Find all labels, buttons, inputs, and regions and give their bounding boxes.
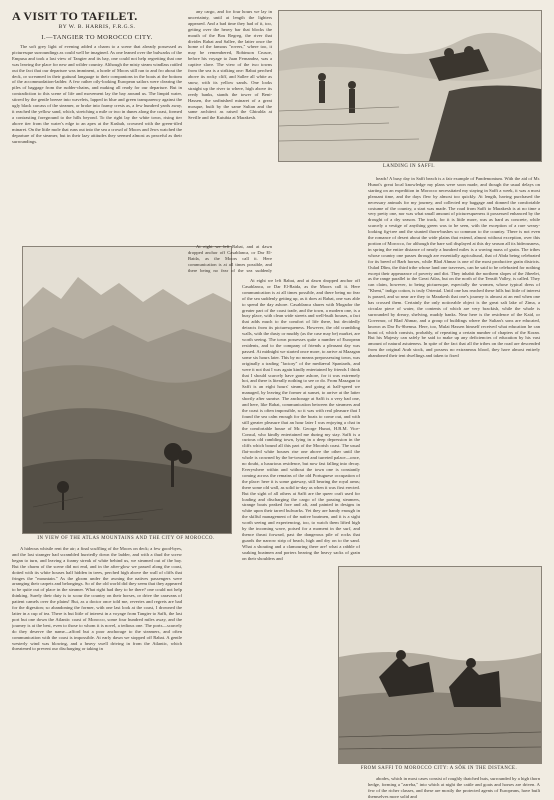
paragraph: At eight we left Rabat, and at dawn dropped anchor off Casablanca, or Dar El-Baida, as the Moors call it. Here communication is at all times possible, and there being no fear of the sea suddenly getting up, as it does at Rabat, one was able to spend the day ashore. Casablanca shares with Mogador the greater part of the coast trade, and the town, a modern one, is a busy place, with clean wide streets and well-built houses, a fact that adds much to the comfort of life there, but decidedly detracts from its picturesqueness. However, the old crumbling walls, with the dusty or muddy (as the case may be) market, are worth seeing. The town possesses quite a number of European residents, and to the company of friends a pleasant day was passed. At midnight we started once more, to arrive at Mazagan some six hours later. This by no means prepossessing town, was originally a trading "factory" of the mediæval Spaniards, and were it not that I was again kindly entertained by friends I think that I should scarcely have gone ashore, for it was extremely hot, and there is literally nothing to see or do. From Mazagan to Saffi is an eight hours' steam, and going at half-speed we managed, by leaving the former at sunset, to arrive at the latter shortly after sunrise. The anchorage at Saffi is a very bad one, and here, like Rabat, communication between the steamers and the coast is often impossible, so it was with real pleasure that I found the sea calm enough for the boats to come out, and with still greater pleasure that an hour later I was enjoying a chat in the comfortable house of Mr. George Hunot, H.B.M. Vice-Consul, who kindly entertained me during my stay. Saffi is a curious old rambling town, lying in a deep depression in the cliffs which bound all this part of the Moorish coast. The usual flat-roofed white houses rise one above the other until the whole is crowned by the be-towered and turreted palace—once, no doubt, a luxurious residence, but now fast falling into decay. Everywhere within and without the town one is constantly coming across the remains of the old Portuguese occupation of the place: here it is some gateway, still bearing the royal arms; there some old wall, as solid to-day as when it was first erected. But the sight of all others at Saffi are the queer craft used for loading and discharging the cargo of the passing steamers, strange boats peaked fore and aft, and painted in designs in white upon their tarred bulwarks. Yet they are handy enough in the skilful management of the native boatmen, and it is a sight worth seeing and experiencing, too, to watch them lifted high by the incoming wave, poised for a moment in the surf, and thence thrust forward, past the dangerous pile of rocks that guards the narrow strip of beach, high and dry on to the sand. What a shouting and a clamouring there are! what a rabble of soaking boatmen and porters bearing the heavy sacks of grain on their shoulders and — [242, 278, 360, 561]
atlas-caption: IN VIEW OF THE ATLAS MOUNTAINS AND THE CITY OF MOROCCO. — [37, 536, 215, 541]
landing-in-saffi-illustration — [278, 10, 542, 162]
chapter-heading: I.—TANGIER TO MOROCCO CITY. — [41, 34, 153, 41]
column-1-bottom-text — [12, 546, 182, 796]
article-title: A VISIT TO TAFILET. — [12, 9, 138, 23]
paragraph: any cargo, and for four hours we lay in uncertainty, until at length the lighters appeared. And a bad time they had of it, too, getting over the heavy bar that blocks the mouth of the Bou Regreg, the river that divides Rabat and Sallee, the latter once the home of the famous "rovers," where too, it may be remembered, Robinson Crusoe, before his voyage to Juan Fernandez, was a captive slave. The view of the two towns from the sea is a striking one: Rabat perched above its rocky cliff, and Sallee all white as snow, with its yellow sands. One looks straight up the river to where, high above its reedy banks, stands the tower of Beni-Hassen, the unfinished minaret of a great mosque, built by the same Sultan and the same architect as raised the Ghiralda at Seville and the Kutubia at Marakesh. — [188, 9, 272, 121]
sok-illustration — [338, 566, 542, 764]
landing-caption: LANDING IN SAFFI. — [382, 164, 436, 169]
atlas-mountains-illustration — [22, 246, 232, 534]
column-3-text — [368, 176, 540, 606]
column-1-top-text — [12, 44, 182, 244]
column-3-bottom-text — [368, 776, 540, 798]
sok-engraving — [339, 567, 541, 763]
paragraph: heads! A busy day in Saffi beach is a fair example of Pandemonium. With the aid of Mr. Hunot's great local knowledge my plans were soon made, and though the usual delays on starting on an expedition in Morocco necessitated my staying in Saffi a week, it was a most pleasant time, and the days flew by almost too quickly. At length, having purchased the necessary animals for my journey, and collected my baggage and donned the comfortable costume of the country, a start was made. The road from Saffi to Marakesh is at no time a very pretty one, nor was what small amount of picturesqueness it possessed enhanced by the drought of a dry season. The track, for it is little more, was as hard as concrete, while scarcely a vestige of anything green was to be seen, with the exception of a rare weary-looking fig-tree and the stunted thorn-bushes so common to the country. There is not even the romance of desert about the wide plains that extend, almost without exception, over this portion of Morocco, for although the bare soil displayed at this dry season all its hideousness, in spring the entire distance of nearly a hundred miles is a waving mass of grain. The tribes whose country one passes through are essentially agricultural, that of Abda being celebrated for its breed of Barb horses, while Blad Ahmar is one of the most productive grain districts. Oulad Dlim, the third tribe whose land one traverses, can be said to be celebrated for nothing except their appearance of poverty and dirt. They inhabit the northern slopes of the Jibeelet, as the range parallel to the Great Atlas, but on the north of the Tensift Valley, is called. They can claim, however, to being picturesque, especially the women, whose typical dress of "Khent," indigo cotton, is truly Oriental. Until one has reached these hills but little of interest is passed, and so near are they to Marakesh that one's journey is almost at an end when one has crossed them. Certainly the only noticeable object is the great salt lake of Zima, a circular piece of water, the contents of which are very brackish, while the whole is surrounded by dreary, shelving, muddy banks. Near here is the residence of the Kaid, or Governor, of Blad Ahmar, and a group of buildings where the Sultan's sons are educated, known as Dar Es-Shemsa. Here, too, Mulai Hassen himself received what education he can boast of, which consists, probably, of repeating a certain number of chapters of the Koran. But his Majesty can safely be said to make up any deficiencies of education by his vast amount of natural astuteness. In spite of the fact that all the tribes on the road are descended from the original Arab stock, and possess no extraneous blood, they have almost entirely abandoned their tent dwellings and taken to fixed — [368, 176, 540, 359]
landing-engraving — [279, 11, 541, 161]
column-2-middle-text — [188, 244, 272, 274]
paragraph: A hideous whistle rent the air; a final scuffling of the Moors on deck; a few good-byes, and the last stranger had scrambled hurriedly down the ladder, and with a thud the screw began to turn, and leaving a foamy streak of white behind us, we steamed out of the bay. But the charm of the scene did not end, and in the after-glow we passed along the coast, dotted with its white houses half hidden in trees, perched high above the wall of cliffs that fringes the "mountain." As the gloom under the awning the natives passengers were arranging their carpets and belongings. So of the old world did they seem that they appeared to be quite out of place in the steamer. What right had they to be there? one could not help thinking. Surely their duty is to scour the country on their horses, or drive the caravans of patient camels over the plains! But, as a doctor once told me, reveries and regrets are bad for the digestion; so abandoning the former, with one last look at the coast, I drowned the latter in a cup of tea. There is but little of interest in a voyage from Tangier to Saffi, the last port but one down the Atlantic coast of Morocco, some four hundred miles away, and the journey is at the best, even to those to whom it is novel, a tedious one. The ports—scarcely do they deserve the name—afford but a poor anchorage to the steamers, and often communication with the coast is impossible. At early dawn we stopped off Rabat. A gentle westerly wind was blowing, and a heavy swell driving in from the Atlantic, which threatened to prevent our discharging or taking in — [12, 546, 182, 652]
article-byline: BY W. B. HARRIS, F.R.G.S. — [58, 24, 136, 30]
column-2-top-text — [188, 9, 272, 241]
paragraph: At eight we left Rabat, and at dawn dropped anchor off Casablanca, or Dar El-Baida, as the Moors call it. Here communication is at all times possible, and there being no fear of the sea suddenly — [188, 244, 272, 273]
paragraph: abodes, which in most cases consist of roughly thatched huts, surrounded by a high thorn hedge, forming a "zareba," into which at night the cattle and goats and horses are driven. A few of the richer classes, and these are mostly the protected agents of Europeans, have built themselves more solid and — [368, 776, 540, 798]
paragraph: The soft grey light of evening added a charm to a scene that already possessed as picturesque surroundings as could well be imagined. As one leaned over the bulwarks of the Empusa and took a last view of Tangier and its bay, one could not help regretting that one was leaving the place for new and wilder country. Although the misty steam windlass rattled out the fact that our departure was imminent, a horde of Moors still ran to and fro about the deck, or screamed in their guttural language to their companions in the boats at the bottom of the accommodation-ladder. A few rather oily-looking European sailors were clearing the piles of baggage from the rudder-chains, and making all ready for our departure. But in contradiction to this scene of life and movement lay the bay around us. The limpid water, stirred by the gentle breeze into wavelets, lapped in blue and green transparency against the ugly black carcass of the steamer, or broke into foamy crests as, a few hundred yards away, it reached the yellow sand, which, stretching a mile or two in dunes along the coast, formed a contrasting foreground to the hills beyond. To the right lay the white town, rising tier above tier from the water's edge to an apex at the Kasbah, crowned with the green-tiled minaret. On the little mole that runs out into the sea a crowd of Moors and Jews watched the departure of the steamer, but in their lazy attitudes they seemed almost as peaceful as their surroundings. — [12, 44, 182, 144]
sok-caption: FROM SAFFI TO MOROCCO CITY: A SÔK IN THE DISTANCE. — [360, 766, 518, 771]
atlas-mountains-engraving — [23, 247, 231, 533]
